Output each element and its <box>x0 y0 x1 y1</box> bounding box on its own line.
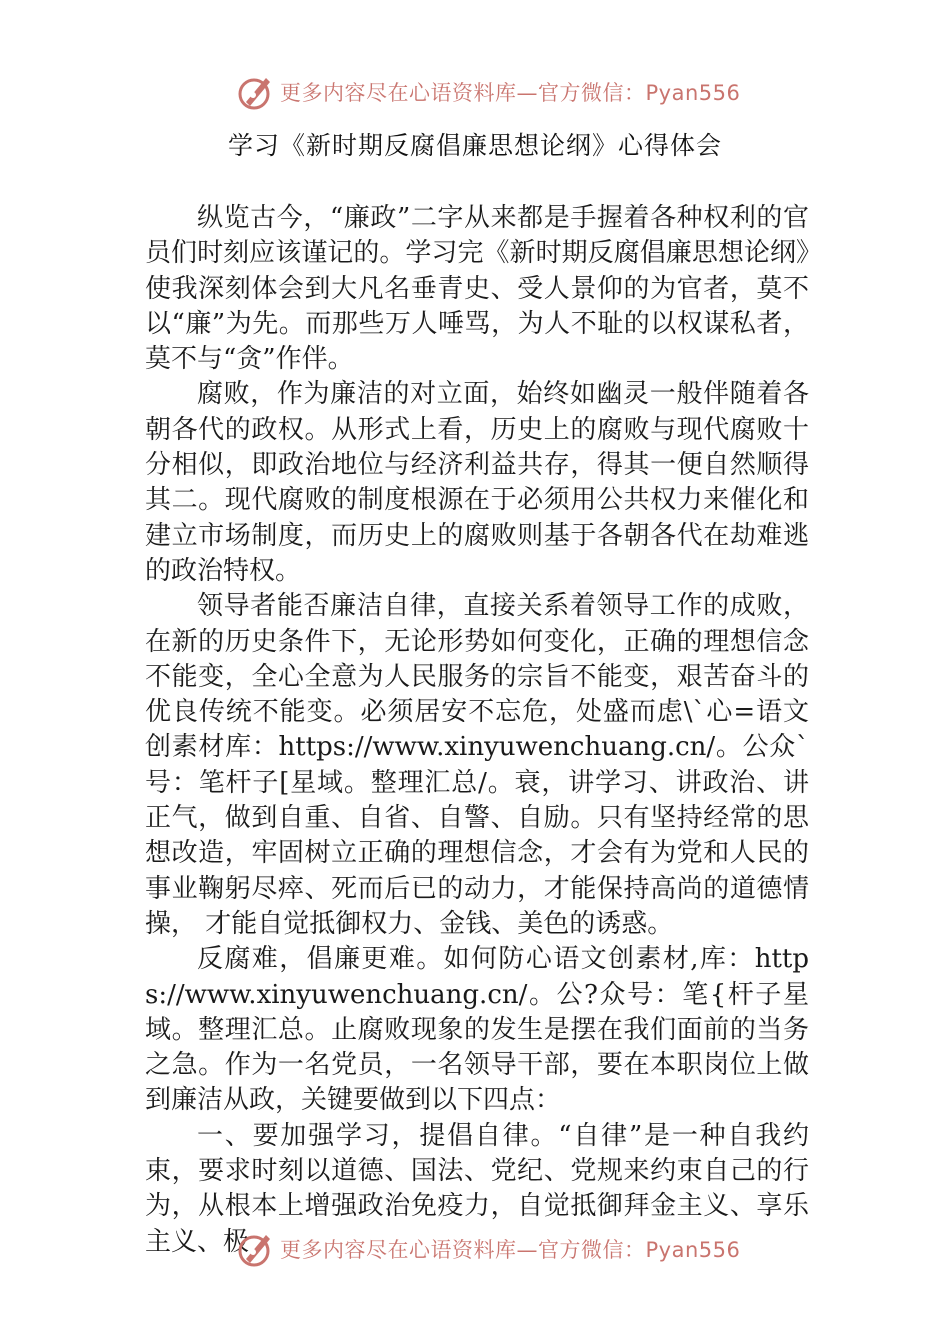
paragraph: 腐败，作为廉洁的对立面，始终如幽灵一般伴随着各朝各代的政权。从形式上看，历史上的腐败与现代腐败十分相似，即政治地位与经济利益共存，得其一便自然顺得其二。现代腐败的制度根源在于必须用公共权力来催化和建立市场制度，而历史上的腐败则基于各朝各代在劫难逃的政治特权。 <box>145 379 809 586</box>
footer-banner <box>236 1227 740 1271</box>
pen-logo-icon <box>236 72 276 112</box>
document-body <box>145 201 809 1260</box>
paragraph: 反腐难，倡廉更难。如何防心语文创素材,库：https://www.xinyuwenchuang.cn/。公?众号：笔{杆子星域。整理汇总。止腐败现象的发生是摆在我们面前的当务之急。作为一名党员，一名领导干部，要在本职岗位上做到廉洁从政，关键要做到以下四点： <box>145 944 809 1116</box>
banner-text: 更多内容尽在心语资料库—官方微信：Pyan556 <box>280 1238 741 1262</box>
paragraph: 一、要加强学习，提倡自律。“自律”是一种自我约束，要求时刻以道德、国法、党纪、党规来约束自己的行为，从根本上增强政治免疫力，自觉抵御拜金主义、享乐主义、极 <box>145 1120 809 1257</box>
paragraph: 领导者能否廉洁自律，直接关系着领导工作的成败，在新的历史条件下，无论形势如何变化，正确的理想信念不能变，全心全意为人民服务的宗旨不能变，艰苦奋斗的优良传统不能变。必须居安不忘危，处盛而虑\`心=语文创素材库：https://www.xinyuwenchuang.cn/。公众`号：笔杆子[星域。整理汇总/。衰，讲学习、讲政治、讲正气，做到自重、自省、自警、自励。只有坚持经常的思想改造，牢固树立正确的理想信念，才会有为党和人民的事业鞠躬尽瘁、死而后已的动力，才能保持高尚的道德情操， 才能自觉抵御权力、金钱、美色的诱惑。 <box>145 591 809 939</box>
paragraph: 纵览古今，“廉政”二字从来都是手握着各种权利的官员们时刻应该谨记的。学习完《新时期反腐倡廉思想论纲》使我深刻体会到大凡名垂青史、受人景仰的为官者，莫不以“廉”为先。而那些万人唾骂，为人不耻的以权谋私者，莫不与“贪”作伴。 <box>145 203 809 375</box>
banner-text: 更多内容尽在心语资料库—官方微信：Pyan556 <box>280 81 741 105</box>
header-banner <box>236 70 740 114</box>
pen-logo-icon <box>236 1229 276 1269</box>
document-title: 学习《新时期反腐倡廉思想论纲》心得体会 <box>227 131 722 160</box>
